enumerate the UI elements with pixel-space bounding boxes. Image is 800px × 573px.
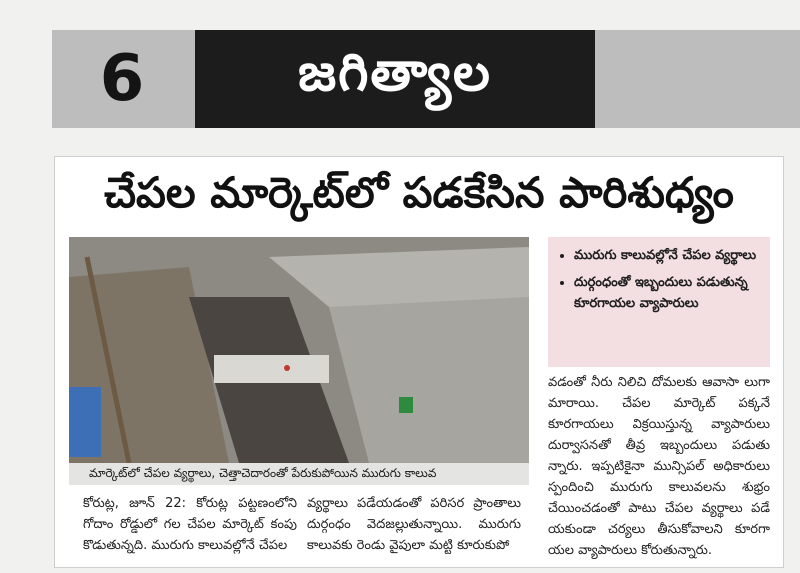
highlights-box [548,237,770,367]
news-article [54,156,784,568]
page-number: 6 [99,42,145,116]
body-text-column-2: వ్యర్థాలు పడేయడంతో పరిసర ప్రాంతాలు దుర్గంధం వెదజల్లుతున్నాయి. మురుగు కాలువకు రెండు వైపులా మట్టి కూరుకుపో [307,496,521,553]
highlight-item: • దుర్గంధంతో ఇబ్బందులు పడుతున్న కూరగాయల వ్యాపారులు [574,272,760,314]
article-headline: చేపల మార్కెట్‌లో పడకేసిన పారిశుధ్యం [104,168,734,217]
photo-caption: మార్కెట్‌లో చేపల వ్యర్థాలు, చెత్తాచెదారంతో పేరుకుపోయిన మురుగు కాలువ [69,463,529,485]
body-text-right-column: వడంతో నీరు నిలిచి దోమలకు ఆవాసా లుగా మారాయి. చేపల మార్కెట్ పక్కనే కూరగాయలు విక్రయిస్తున్న వ్యాపారులు దుర్వాసనతో తీవ్ర ఇబ్బందులు పడుతు న్నారు. ఇప్పటికైనా మున్సిపల్ అధికారులు స్పందించి మురుగు కాలువలను శుభ్రం చేయించడంతో పాటు చేపల వ్యర్థాలు పడే యకుండా చర్యలు తీసుకోవాలని కూరగా యల వ్యాపారులు కోరుతున్నారు. [548,375,770,558]
drain-photo-illustration [69,237,529,463]
article-photo [69,237,529,463]
body-text-column-1: కోరుట్ల, జూన్ 22: కోరుట్ల పట్టణంలోని గోదాం రోడ్డులో గల చేపల మార్కెట్ కంపు కొడుతున్నది. మురుగు కాలువల్లోనే చేపల [83,496,297,553]
highlight-item: • మురుగు కాలువల్లోనే చేపల వ్యర్థాలు [574,245,760,266]
district-title: జగిత్యాల [195,30,595,128]
